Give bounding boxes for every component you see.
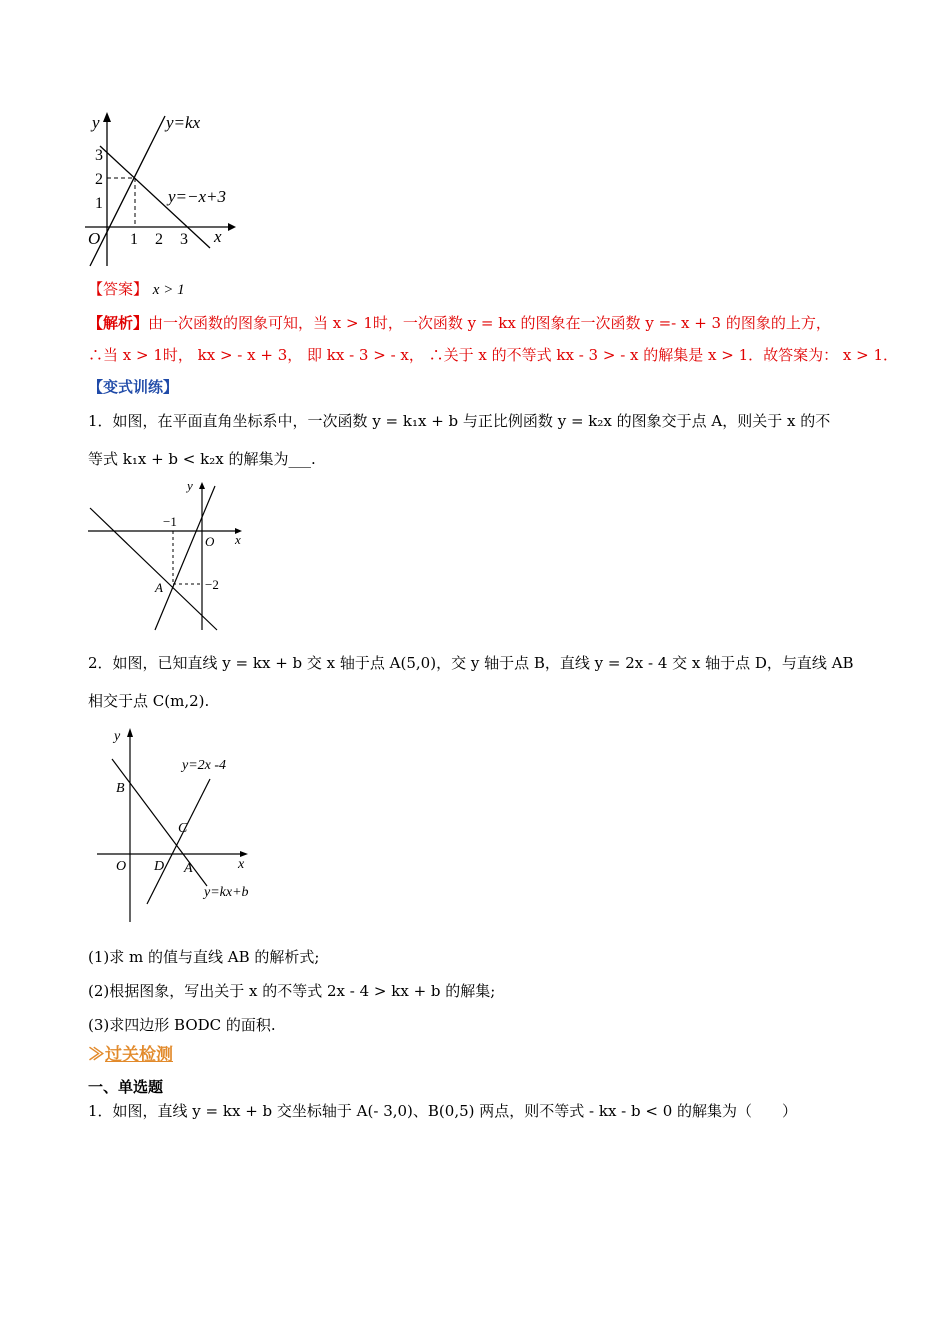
q2-part-3: (3)求四边形 BODC 的面积. [88, 1016, 276, 1034]
fig2-tick-x: −1 [163, 514, 177, 529]
answer-tag: 【答案】 [88, 280, 149, 298]
fig1-label-y: y [92, 113, 100, 132]
analysis-text-1: 由一次函数的图象可知，当 x > 1时，一次函数 y = kx 的图象在一次函数 y =- x + 3 的图象的上方， [148, 314, 831, 332]
fig1-label-line-2: y=−x+3 [168, 187, 227, 206]
fig3-label-b: B [116, 781, 125, 796]
fig1-tick-y-1: 1 [95, 195, 103, 212]
q2-part-2: (2)根据图象，写出关于 x 的不等式 2x - 4 > kx + b 的解集; [88, 982, 496, 1000]
fig2-line-2 [155, 486, 215, 630]
variant-q1-line-1: 1．如图，在平面直角坐标系中，一次函数 y = k₁x + b 与正比例函数 y = k₂x 的图象交于点 A，则关于 x 的不 [88, 412, 831, 430]
fig1-tick-y-3: 3 [95, 147, 103, 164]
fig2-label-y: y [187, 478, 193, 493]
single-choice-q1: 1．如图，直线 y = kx + b 交坐标轴于 A(- 3,0)、B(0,5) 两点，则不等式 - kx - b < 0 的解集为（ ） [88, 1102, 798, 1120]
fig1-x-arrow [228, 223, 236, 231]
fig3-y-arrow [127, 728, 133, 737]
fig1-y-arrow [103, 112, 111, 122]
fig2-label-x: x [235, 532, 241, 547]
fig2-label-a: A [155, 580, 163, 595]
section-marker-icon: ≫ [88, 1045, 105, 1065]
fig2-y-arrow [199, 482, 205, 489]
variant-title: 【变式训练】 [88, 378, 179, 396]
figure-1-graph [80, 108, 255, 270]
answer-line [88, 278, 185, 301]
answer-text: x > 1 [152, 282, 185, 298]
figure-3-graph [92, 724, 267, 924]
fig2-label-origin: O [205, 534, 215, 549]
fig1-tick-x-3: 3 [180, 231, 188, 248]
fig3-label-c: C [178, 821, 188, 836]
analysis-line-1 [88, 312, 831, 334]
fig1-label-origin: O [88, 229, 101, 248]
figure-2-graph [85, 478, 260, 633]
fig3-label-origin: O [116, 859, 127, 874]
q2-line-2: 相交于点 C(m,2). [88, 692, 210, 710]
q2-line-1: 2．如图，已知直线 y = kx + b 交 x 轴于点 A(5,0)，交 y 轴于点 B，直线 y = 2x - 4 交 x 轴于点 D，与直线 AB [88, 654, 854, 672]
fig3-label-y: y [114, 729, 121, 744]
fig1-tick-x-1: 1 [130, 231, 138, 248]
fig3-line-2x-4 [147, 779, 210, 904]
q2-part-1: (1)求 m 的值与直线 AB 的解析式; [88, 948, 320, 966]
analysis-tag: 【解析】 [88, 314, 149, 332]
variant-q1-line-2: 等式 k₁x + b < k₂x 的解集为___. [88, 450, 316, 468]
fig1-tick-y-2: 2 [95, 171, 103, 188]
fig1-tick-x-2: 2 [155, 231, 163, 248]
fig1-label-x: x [214, 227, 222, 246]
analysis-line-2 [88, 344, 898, 366]
section-heading [88, 1044, 173, 1066]
fig3-label-d: D [154, 859, 165, 874]
fig1-line-kx [90, 116, 165, 266]
fig3-label-line-2x-4: y=2x -4 [182, 758, 227, 773]
fig2-tick-y: −2 [205, 577, 219, 592]
single-choice-heading: 一、单选题 [88, 1078, 164, 1096]
fig3-label-x: x [238, 857, 245, 872]
section-title: 过关检测 [105, 1045, 173, 1065]
analysis-text-2: ∴当 x > 1时， kx > - x + 3， 即 kx - 3 > - x， ∴关于 x 的不等式 kx - 3 > - x 的解集是 x > 1．故答案为： x > 1． [88, 346, 899, 364]
fig3-label-line-kx-b: y=kx+b [204, 885, 249, 900]
fig1-label-line-kx: y=kx [166, 113, 201, 132]
fig3-label-a: A [184, 861, 193, 876]
